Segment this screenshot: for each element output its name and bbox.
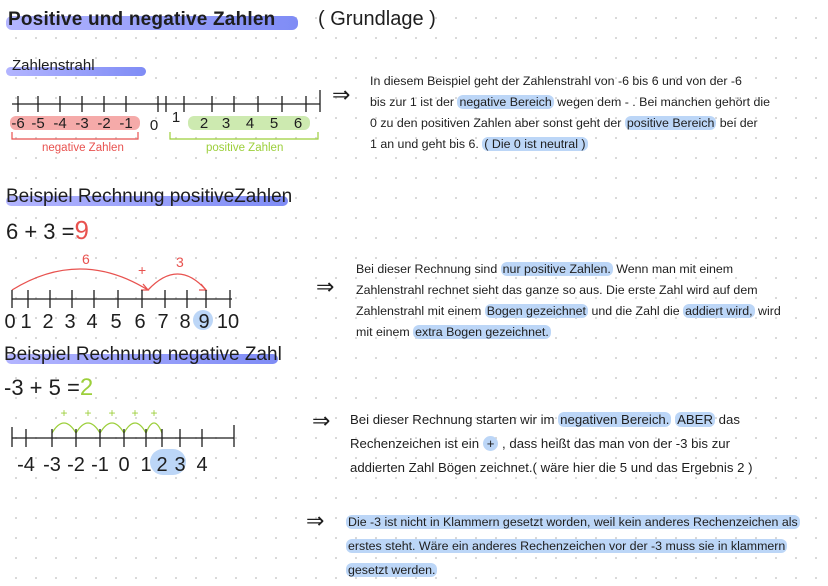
highlight-extra-bogen: extra Bogen gezeichnet. — [415, 325, 549, 339]
p3-line1a: Bei dieser Rechnung starten wir im — [350, 412, 559, 427]
number-label: -2 — [97, 115, 111, 132]
number-label: 2 — [42, 311, 54, 333]
number-label: -1 — [119, 115, 133, 132]
plus-mark: + — [60, 406, 68, 420]
highlight-positive-bereich: positive Bereich — [626, 116, 715, 130]
number-label: 4 — [196, 454, 208, 476]
label-positive-zahlen: positive Zahlen — [206, 142, 284, 154]
number-label: 0 — [4, 311, 16, 333]
number-label: 6 — [134, 311, 146, 333]
addition-arc — [76, 423, 100, 433]
number-label: -1 — [91, 454, 109, 476]
number-label: 1 — [20, 311, 32, 333]
number-label: 5 — [110, 311, 122, 333]
p3-line1c: das — [715, 412, 740, 427]
number-label: 8 — [179, 311, 191, 333]
arrow-2: ⇒ — [316, 274, 335, 299]
number-label: 6 — [293, 115, 303, 132]
highlight-nur-positive: nur positive Zahlen. — [502, 262, 611, 276]
number-label-zero: 0 — [149, 117, 159, 134]
highlight-plus: + — [483, 436, 499, 451]
p1-line3a: 0 zu den positiven Zahlen aber sonst geht der — [370, 116, 625, 130]
arc-3-label: 3 — [176, 254, 184, 270]
addition-arc — [52, 423, 76, 433]
highlight-negativen-bereich: negativen Bereich. — [560, 412, 670, 427]
negative-bracket — [12, 132, 138, 139]
plus-mark: + — [108, 406, 116, 420]
p1-line2b: wegen dem - . Bei manchen gehört die — [553, 95, 771, 109]
number-label: 9 — [198, 311, 210, 333]
number-label: -4 — [53, 115, 67, 132]
page-title: Positive und negative Zahlen — [8, 9, 276, 30]
plus-mark: + — [150, 406, 158, 420]
number-label: 10 — [216, 311, 240, 333]
negative-eq-left: -3 + 5 = — [4, 375, 80, 400]
addition-arc — [100, 423, 124, 433]
number-label: 4 — [245, 115, 255, 132]
p3-line2a: Rechenzeichen ist ein — [350, 436, 483, 451]
number-line-1 — [0, 82, 330, 192]
positive-eq-result: 9 — [74, 215, 89, 245]
positive-equation — [6, 215, 89, 246]
number-label: 2 — [199, 115, 209, 132]
positive-example-heading: Beispiel Rechnung positiveZahlen — [6, 186, 293, 207]
number-label: 1 — [171, 109, 181, 126]
number-label: 1 — [140, 454, 152, 476]
label-negative-zahlen: negative Zahlen — [42, 142, 124, 154]
p1-line2a: bis zur 1 ist der — [370, 95, 458, 109]
paragraph-1 — [370, 71, 770, 155]
plus-label: + — [138, 262, 147, 278]
number-label: -5 — [31, 115, 45, 132]
arc-6-label: 6 — [82, 251, 90, 267]
p3-line2b: , dass heißt das man von der -3 bis zur — [498, 436, 731, 451]
p2-line3a: Zahlenstrahl mit einem — [356, 304, 485, 318]
p1-line3b: bei der — [716, 116, 758, 130]
addition-arc — [146, 423, 162, 433]
number-label: 4 — [86, 311, 98, 333]
number-label: -2 — [67, 454, 85, 476]
arrow-4: ⇒ — [306, 508, 325, 533]
number-line-3 — [0, 405, 250, 495]
plus-mark: + — [84, 406, 92, 420]
number-label: 7 — [157, 311, 169, 333]
highlight-negative-bereich: negative Bereich — [459, 95, 552, 109]
highlight-neutral: ( Die 0 ist neutral ) — [484, 137, 586, 151]
p2-line4a: mit einem — [356, 325, 414, 339]
p1-line1: In diesem Beispiel geht der Zahlenstrahl von -6 bis 6 und von der -6 — [370, 74, 742, 88]
arc-6 — [12, 269, 148, 290]
number-label: -3 — [75, 115, 89, 132]
plus-mark: + — [131, 406, 139, 420]
paragraph-3 — [350, 408, 752, 480]
negative-equation — [4, 374, 93, 402]
number-label: 3 — [221, 115, 231, 132]
negative-eq-result: 2 — [79, 374, 94, 401]
highlight-bogen-gezeichnet: Bogen gezeichnet — [486, 304, 586, 318]
p2-line1b: Wenn man mit einem — [612, 262, 734, 276]
arrow-1: ⇒ — [332, 82, 351, 107]
number-label: -6 — [11, 115, 25, 132]
p4-line2: erstes steht. Wäre ein anderes Rechenzeichen vor der -3 muss sie in klammern — [348, 539, 786, 553]
paragraph-2 — [356, 259, 781, 343]
positive-eq-left: 6 + 3 = — [6, 219, 75, 244]
number-label: -4 — [17, 454, 35, 476]
number-label: 3 — [174, 454, 186, 476]
zahlenstrahl-heading: Zahlenstrahl — [12, 57, 95, 74]
number-label: -3 — [43, 454, 61, 476]
p2-line2: Zahlenstrahl rechnet sieht das ganze so aus. Die erste Zahl wird auf dem — [356, 283, 758, 297]
highlight-addiert-wird: addiert wird, — [685, 304, 753, 318]
number-line-2 — [0, 250, 250, 340]
p4-line3: gesetzt werden. — [348, 563, 436, 577]
p1-line4a: 1 an und geht bis 6. — [370, 137, 483, 151]
p2-line3c: wird — [754, 304, 781, 318]
positive-bracket — [170, 132, 318, 139]
paragraph-4 — [346, 510, 800, 582]
number-label: 0 — [118, 454, 130, 476]
number-label: 2 — [156, 454, 168, 476]
negative-example-heading: Beispiel Rechnung negative Zahl — [4, 344, 282, 365]
arc-3 — [148, 274, 206, 290]
addition-arc — [124, 423, 146, 433]
p4-line1: Die -3 ist nicht in Klammern gesetzt worden, weil kein anderes Rechenzeichen als — [348, 515, 798, 529]
page-subtitle: ( Grundlage ) — [318, 8, 436, 30]
p2-line3b: und die Zahl die — [588, 304, 684, 318]
number-label: 3 — [64, 311, 76, 333]
p2-line1a: Bei dieser Rechnung sind — [356, 262, 501, 276]
p3-line3: addierten Zahl Bögen zeichnet.( wäre hier die 5 und das Ergebnis 2 ) — [350, 460, 753, 475]
arrow-3: ⇒ — [312, 408, 331, 433]
number-label: 5 — [269, 115, 279, 132]
highlight-aber: ABER — [677, 412, 714, 427]
